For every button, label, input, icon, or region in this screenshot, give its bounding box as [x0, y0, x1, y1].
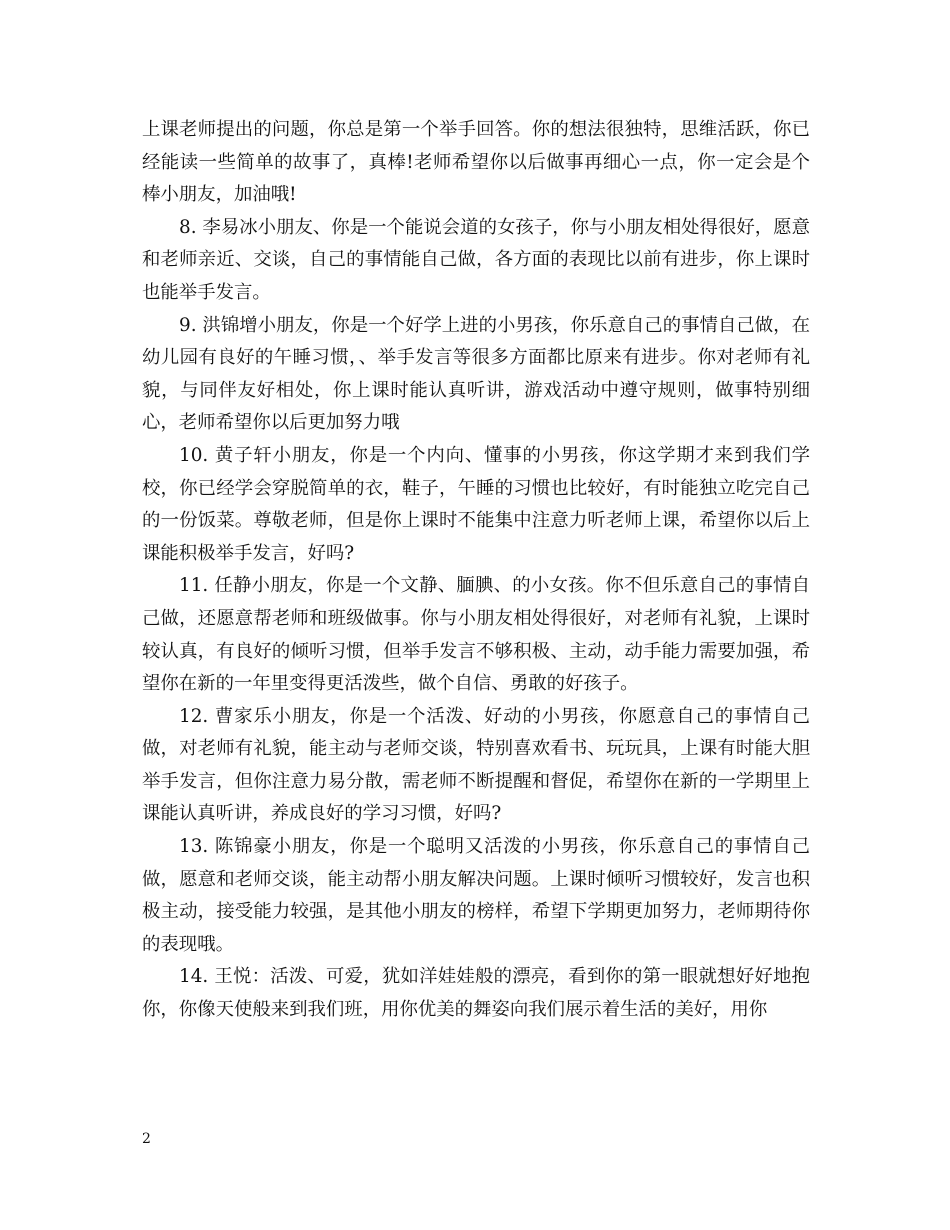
paragraph-2: 8. 李易冰小朋友、你是一个能说会道的女孩子，你与小朋友相处得很好，愿意和老师亲近、交谈，自己的事情能自己做，各方面的表现比以前有进步，你上课时也能举手发言。	[142, 216, 810, 303]
page-number: 2	[142, 1131, 151, 1147]
paragraph-4: 10. 黄子轩小朋友，你是一个内向、懂事的小男孩，你这学期才来到我们学校，你已经学会穿脱简单的衣，鞋子，午睡的习惯也比较好，有时能独立吃完自己的一份饭菜。尊敬老师，但是你上课时不能集中注意力听老师上课，希望你以后上课能积极举手发言，好吗?	[142, 444, 810, 564]
paragraph-5: 11. 任静小朋友，你是一个文静、腼腆、的小女孩。你不但乐意自己的事情自己做，还愿意帮老师和班级做事。你与小朋友相处得很好，对老师有礼貌，上课时较认真，有良好的倾听习惯，但举手发言不够积极、主动，动手能力需要加强，希望你在新的一年里变得更活泼些，做个自信、勇敢的好孩子。	[142, 575, 810, 695]
paragraph-1: 上课老师提出的问题，你总是第一个举手回答。你的想法很独特，思维活跃，你已经能读一些简单的故事了，真棒!老师希望你以后做事再细心一点，你一定会是个棒小朋友，加油哦!	[142, 119, 810, 206]
paragraph-7: 13. 陈锦豪小朋友，你是一个聪明又活泼的小男孩，你乐意自己的事情自己做，愿意和老师交谈，能主动帮小朋友解决问题。上课时倾听习惯较好，发言也积极主动，接受能力较强，是其他小朋友的榜样，希望下学期更加努力，老师期待你的表现哦。	[142, 836, 810, 955]
paragraph-8: 14. 王悦：活泼、可爱，犹如洋娃娃般的漂亮，看到你的第一眼就想好好地抱你，你像天使般来到我们班，用你优美的舞姿向我们展示着生活的美好，用你	[142, 966, 810, 1021]
paragraph-6: 12. 曹家乐小朋友，你是一个活泼、好动的小男孩，你愿意自己的事情自己做，对老师有礼貌，能主动与老师交谈，特别喜欢看书、玩玩具，上课有时能大胆举手发言，但你注意力易分散，需老师不断提醒和督促，希望你在新的一学期里上课能认真听讲，养成良好的学习习惯，好吗?	[142, 705, 810, 825]
document-body	[142, 114, 810, 1027]
paragraph-3: 9. 洪锦增小朋友，你是一个好学上进的小男孩，你乐意自己的事情自己做，在幼儿园有良好的午睡习惯，、举手发言等很多方面都比原来有进步。你对老师有礼貌，与同伴友好相处，你上课时能认真听讲，游戏活动中遵守规则，做事特别细心，老师希望你以后更加努力哦	[142, 314, 810, 434]
